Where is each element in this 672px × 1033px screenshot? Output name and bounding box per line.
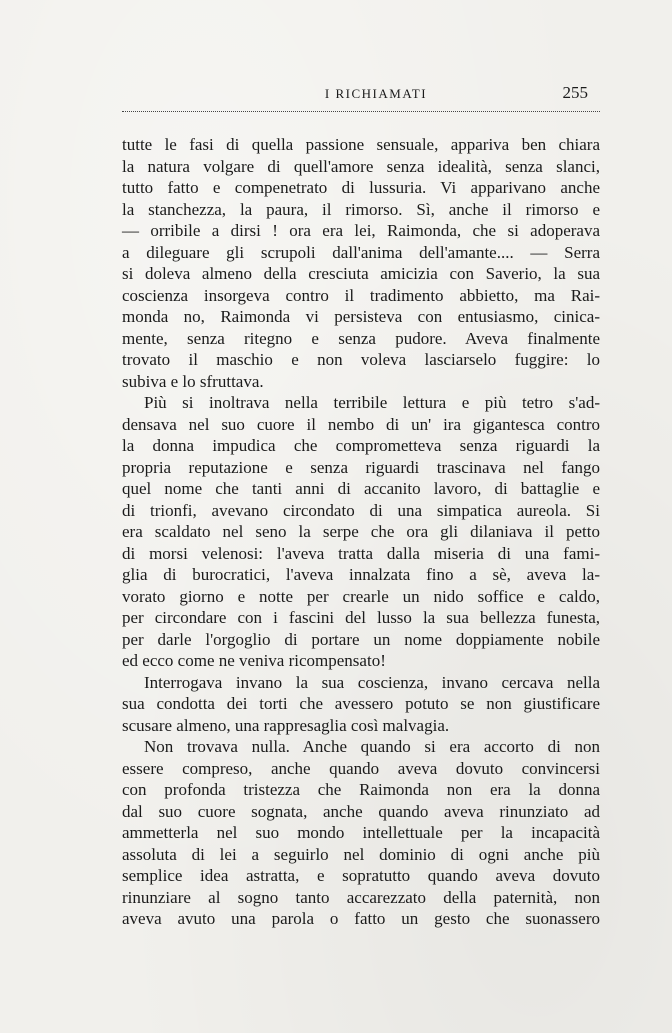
text-line: di morsi velenosi: l'aveva tratta dalla miseria di una fami- xyxy=(122,543,600,563)
text-line: ammetterla nel suo mondo intellettuale per la incapacità xyxy=(122,823,600,842)
text-line: per darle l'orgoglio di portare un nome doppiamente nobile xyxy=(122,629,600,649)
text-line: trovato il maschio e non voleva lasciarselo fuggire: lo xyxy=(122,350,600,369)
text-line: coscienza insorgeva contro il tradimento abbietto, ma Rai- xyxy=(122,285,600,305)
text-line: era scaldato nel seno la serpe che ora gli dilaniava il petto xyxy=(122,522,600,541)
text-line: la stanchezza, la paura, il rimorso. Sì, anche il rimorso e xyxy=(122,199,600,219)
paragraph-start: Più si inoltrava nella terribile lettura e più tetro s'ad- xyxy=(144,393,600,412)
text-line: densava nel suo cuore il nembo di un' ira gigantesca contro xyxy=(122,414,600,434)
running-head xyxy=(122,83,600,108)
text-line: semplice idea astratta, e sopratutto quando aveva dovuto xyxy=(122,866,600,885)
text-line: essere compreso, anche quando aveva dovuto convincersi xyxy=(122,758,600,778)
text-line: tutto fatto e compenetrato di lussuria. Vi apparivano anche xyxy=(122,178,600,197)
page-number: 255 xyxy=(562,83,588,102)
text-line: propria reputazione e senza riguardi trascinava nel fango xyxy=(122,457,600,477)
text-line: tutte le fasi di quella passione sensuale, appariva ben chiara xyxy=(122,135,600,154)
text-line: la donna impudica che comprometteva senza riguardi la xyxy=(122,436,600,455)
text-line: la natura volgare di quell'amore senza idealità, senza slanci, xyxy=(122,156,600,176)
body-text xyxy=(122,134,600,930)
text-line: vorato giorno e notte per crearle un nido soffice e caldo, xyxy=(122,586,600,606)
text-line: subiva e lo sfruttava. xyxy=(122,371,264,391)
text-line: monda no, Raimonda vi persisteva con entusiasmo, cinica- xyxy=(122,307,600,326)
text-line: — orribile a dirsi ! ora era lei, Raimonda, che si adoperava xyxy=(122,221,600,240)
running-title: I RICHIAMATI xyxy=(324,86,428,101)
paragraph-start: Interrogava invano la sua coscienza, invano cercava nella xyxy=(144,672,600,692)
text-line: rinunziare al sogno tanto accarezzato della paternità, non xyxy=(122,887,600,907)
text-line: con profonda tristezza che Raimonda non era la donna xyxy=(122,780,600,799)
text-line: mente, senza ritegno e senza pudore. Aveva finalmente xyxy=(122,328,600,348)
paragraph-start: Non trovava nulla. Anche quando si era accorto di non xyxy=(144,737,600,756)
text-line: scusare almeno, una rappresaglia così malvagia. xyxy=(122,715,450,735)
text-line: dal suo cuore sognata, anche quando aveva rinunziato ad xyxy=(122,801,600,821)
text-line: si doleva almeno della cresciuta amicizia con Saverio, la sua xyxy=(122,264,600,283)
text-line: aveva avuto una parola o fatto un gesto che suonassero xyxy=(122,909,600,928)
text-line: di trionfi, avevano circondato di una simpatica aureola. Si xyxy=(122,500,600,520)
text-line: glia di burocratici, l'aveva innalzata fino a sè, aveva la- xyxy=(122,565,600,584)
text-line: per circondare con i fascini del lusso la sua bellezza funesta, xyxy=(122,608,600,627)
text-line: ed ecco come ne veniva ricompensato! xyxy=(122,651,386,670)
header-rule xyxy=(122,111,600,112)
text-line: quel nome che tanti anni di accanito lavoro, di battaglie e xyxy=(122,479,600,498)
text-line: assoluta di lei a seguirlo nel dominio di ogni anche più xyxy=(122,844,600,864)
text-line: sua condotta dei torti che avessero potuto se non giustificare xyxy=(122,694,600,713)
text-line: a dileguare gli scrupoli dall'anima dell'amante.... — Serra xyxy=(122,242,600,262)
